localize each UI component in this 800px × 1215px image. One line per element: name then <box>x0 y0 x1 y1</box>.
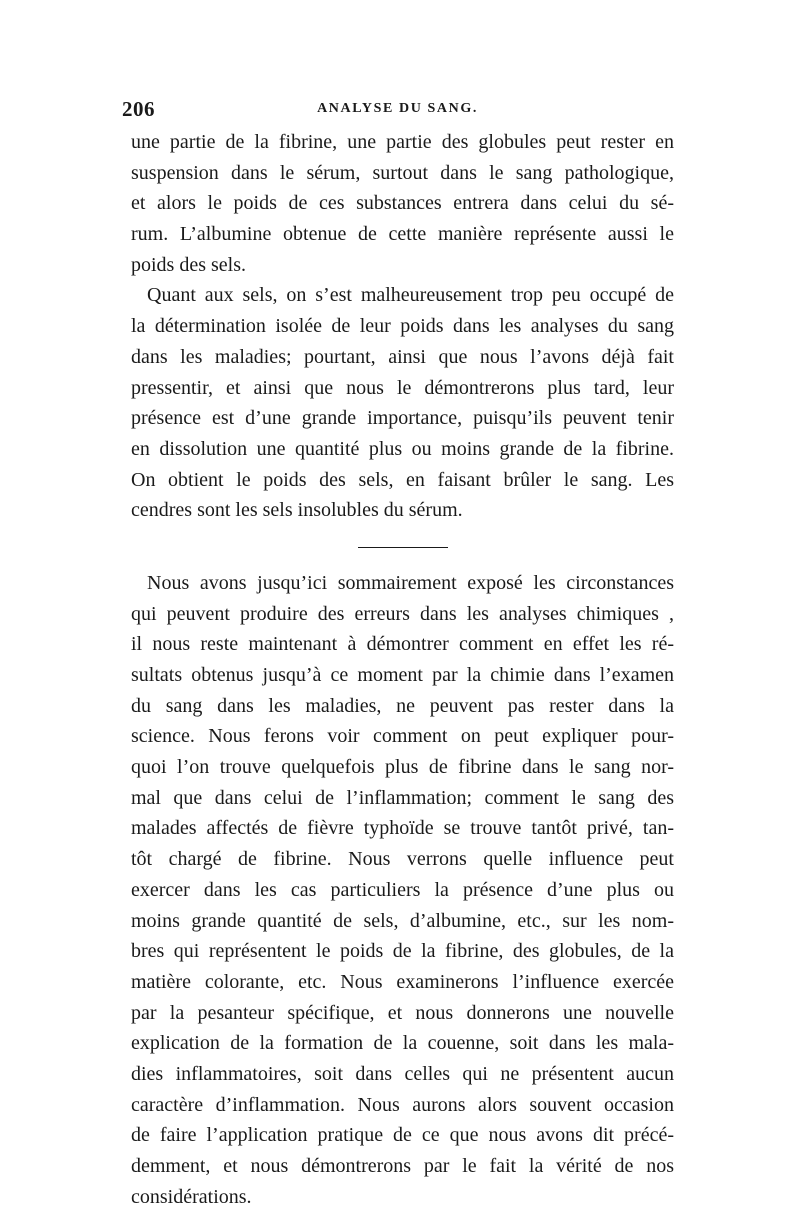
text-line: tôt chargé de fibrine. Nous verrons quelle influence peut <box>131 848 674 871</box>
text-line: présence est d’une grande importance, puisqu’ils peuvent tenir <box>131 407 674 430</box>
text-line: qui peuvent produire des erreurs dans les analyses chimiques , <box>131 602 674 625</box>
text-line: dans les maladies; pourtant, ainsi que nous l’avons déjà fait <box>131 345 674 368</box>
text-line: du sang dans les maladies, ne peuvent pas rester dans la <box>131 694 674 717</box>
text-line: caractère d’inflammation. Nous aurons alors souvent occasion <box>131 1093 674 1116</box>
text-line: exercer dans les cas particuliers la présence d’une plus ou <box>131 878 674 901</box>
text-line: On obtient le poids des sels, en faisant brûler le sang. Les <box>131 468 674 491</box>
text-line: considérations. <box>131 1185 252 1208</box>
text-line: demment, et nous démontrerons par le fait la vérité de nos <box>131 1155 674 1177</box>
text-line: matière colorante, etc. Nous examinerons l’influence exercée <box>131 970 674 993</box>
text-line: pressentir, et ainsi que nous le démontrerons plus tard, leur <box>131 376 674 399</box>
body-text <box>131 127 674 1212</box>
text-line: malades affectés de fièvre typhoïde se trouve tantôt privé, tan- <box>131 817 674 840</box>
text-line: poids des sels. <box>131 253 246 276</box>
text-line: suspension dans le sérum, surtout dans le sang pathologique, <box>131 161 674 184</box>
paragraph-sels <box>131 280 674 526</box>
text-line: Quant aux sels, on s’est malheureusement trop peu occupé de <box>147 284 674 307</box>
text-line: dies inflammatoires, soit dans celles qui ne présentent aucun <box>131 1062 674 1085</box>
text-line: de faire l’application pratique de ce que nous avons dit précé- <box>131 1124 674 1147</box>
text-line: explication de la formation de la couenne, soit dans les mala- <box>131 1032 674 1055</box>
paragraph-circonstances <box>131 568 674 1212</box>
text-line: par la pesanteur spécifique, et nous donnerons une nouvelle <box>131 1001 674 1024</box>
text-line: science. Nous ferons voir comment on peut expliquer pour- <box>131 725 674 748</box>
text-line: rum. L’albumine obtenue de cette manière représente aussi le <box>131 223 674 246</box>
text-line: Nous avons jusqu’ici sommairement exposé les circonstances <box>147 571 674 594</box>
page-number: 206 <box>122 97 155 121</box>
text-line: et alors le poids de ces substances entrera dans celui du sé- <box>131 192 674 215</box>
text-line: la détermination isolée de leur poids dans les analyses du sang <box>131 315 674 338</box>
text-line: en dissolution une quantité plus ou moins grande de la fibrine. <box>131 437 674 460</box>
text-line: il nous reste maintenant à démontrer comment en effet les ré- <box>131 633 674 656</box>
text-line: sultats obtenus jusqu’à ce moment par la chimie dans l’examen <box>131 664 674 686</box>
text-line: quoi l’on trouve quelquefois plus de fibrine dans le sang nor- <box>131 756 674 779</box>
text-line: mal que dans celui de l’inflammation; comment le sang des <box>131 786 674 809</box>
text-line: cendres sont les sels insolubles du sérum. <box>131 499 463 522</box>
running-title: ANALYSE DU SANG. <box>317 101 478 116</box>
text-line: une partie de la fibrine, une partie des globules peut rester en <box>131 131 674 153</box>
section-divider <box>358 547 448 548</box>
paragraph-fibrine <box>131 127 674 280</box>
text-line: bres qui représentent le poids de la fibrine, des globules, de la <box>131 940 674 963</box>
text-line: moins grande quantité de sels, d’albumine, etc., sur les nom- <box>131 909 674 932</box>
running-head <box>122 97 673 123</box>
